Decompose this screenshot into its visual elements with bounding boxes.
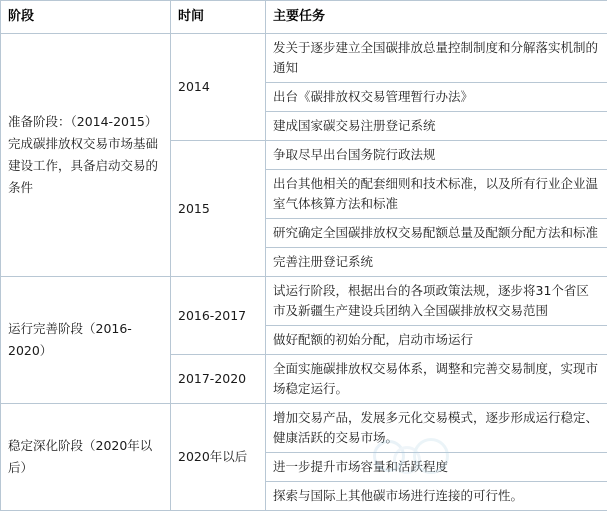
task-cell: 增加交易产品，发展多元化交易模式，逐步形成运行稳定、健康活跃的交易市场。	[266, 404, 607, 453]
column-header-time: 时间	[171, 1, 266, 34]
task-cell: 发关于逐步建立全国碳排放总量控制制度和分解落实机制的通知	[266, 34, 607, 83]
task-cell: 做好配额的初始分配，启动市场运行	[266, 326, 607, 355]
phase-cell: 稳定深化阶段（2020年以后）	[1, 404, 171, 511]
task-cell: 出台其他相关的配套细则和技术标准，以及所有行业企业温室气体核算方法和标准	[266, 170, 607, 219]
task-cell: 争取尽早出台国务院行政法规	[266, 141, 607, 170]
time-cell: 2015	[171, 141, 266, 277]
task-cell: 建成国家碳交易注册登记系统	[266, 112, 607, 141]
table-header	[1, 1, 607, 34]
task-cell: 探索与国际上其他碳市场进行连接的可行性。	[266, 482, 607, 511]
phase-cell: 运行完善阶段（2016-2020）	[1, 277, 171, 404]
time-cell: 2014	[171, 34, 266, 141]
table-row	[1, 34, 607, 83]
task-cell: 出台《碳排放权交易管理暂行办法》	[266, 83, 607, 112]
header-row	[1, 1, 607, 34]
column-header-task: 主要任务	[266, 1, 607, 34]
task-cell: 研究确定全国碳排放权交易配额总量及配额分配方法和标准	[266, 219, 607, 248]
task-cell: 全面实施碳排放权交易体系，调整和完善交易制度，实现市场稳定运行。	[266, 355, 607, 404]
table-row	[1, 277, 607, 326]
time-cell: 2020年以后	[171, 404, 266, 511]
table-body	[1, 34, 607, 511]
phase-cell: 准备阶段：（2014-2015）完成碳排放权交易市场基础建设工作，具备启动交易的条件	[1, 34, 171, 277]
task-cell: 试运行阶段，根据出台的各项政策法规，逐步将31个省区市及新疆生产建设兵团纳入全国碳排放权交易范围	[266, 277, 607, 326]
task-cell: 完善注册登记系统	[266, 248, 607, 277]
table-row	[1, 404, 607, 453]
column-header-phase: 阶段	[1, 1, 171, 34]
time-cell: 2017-2020	[171, 355, 266, 404]
task-cell: 进一步提升市场容量和活跃程度	[266, 453, 607, 482]
time-cell: 2016-2017	[171, 277, 266, 355]
